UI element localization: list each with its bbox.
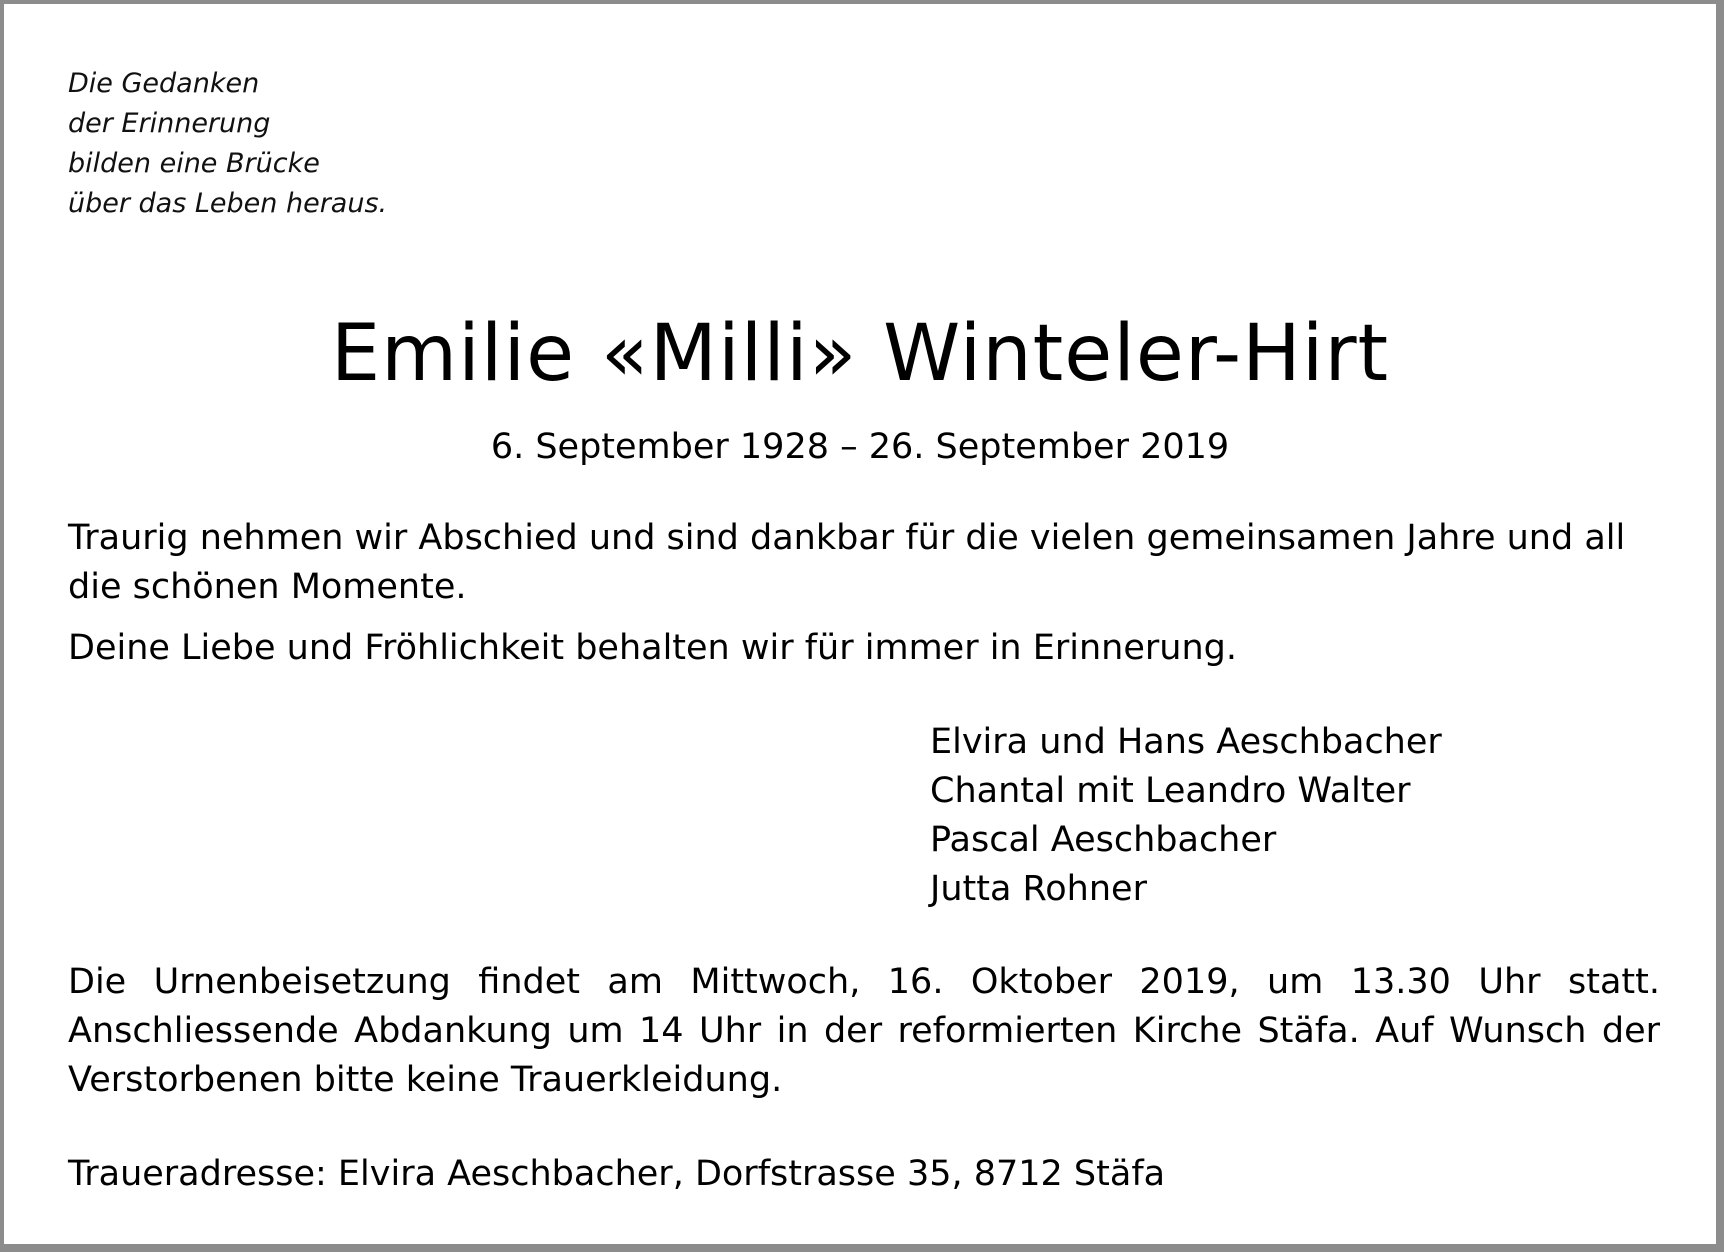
mourner-name: Elvira und Hans Aeschbacher [930,722,1442,762]
motto-quote [68,64,387,224]
motto-line: der Erinnerung [68,108,271,139]
motto-line: über das Leben heraus. [68,188,388,219]
ceremony-details: Die Urnenbeisetzung findet am Mittwoch, 16. Oktober 2019, um 13.30 Uhr statt. Anschliessende Abdankung um 14 Uhr in der reformierten Kirche Stäfa. Auf Wunsch der Verstorbenen bitte keine Trauerkleidung. [68,962,1660,1100]
mourners-list [930,718,1442,914]
mourner-name: Pascal Aeschbacher [930,820,1277,860]
motto-line: bilden eine Brücke [68,148,320,179]
farewell-paragraph: Traurig nehmen wir Abschied und sind dankbar für die vielen gemeinsamen Jahre und all die schönen Momente. [68,518,1626,607]
mourner-name: Chantal mit Leandro Walter [930,771,1411,811]
obituary-card [4,4,1716,1244]
motto-line: Die Gedanken [68,68,260,99]
mourning-address: Traueradresse: Elvira Aeschbacher, Dorfstrasse 35, 8712 Stäfa [68,1154,1166,1194]
life-dates: 6. September 1928 – 26. September 2019 [490,427,1230,467]
memory-paragraph: Deine Liebe und Fröhlichkeit behalten wir für immer in Erinnerung. [68,628,1237,668]
mourner-name: Jutta Rohner [930,869,1147,909]
deceased-name: Emilie «Milli» Winteler-Hirt [330,309,1390,399]
